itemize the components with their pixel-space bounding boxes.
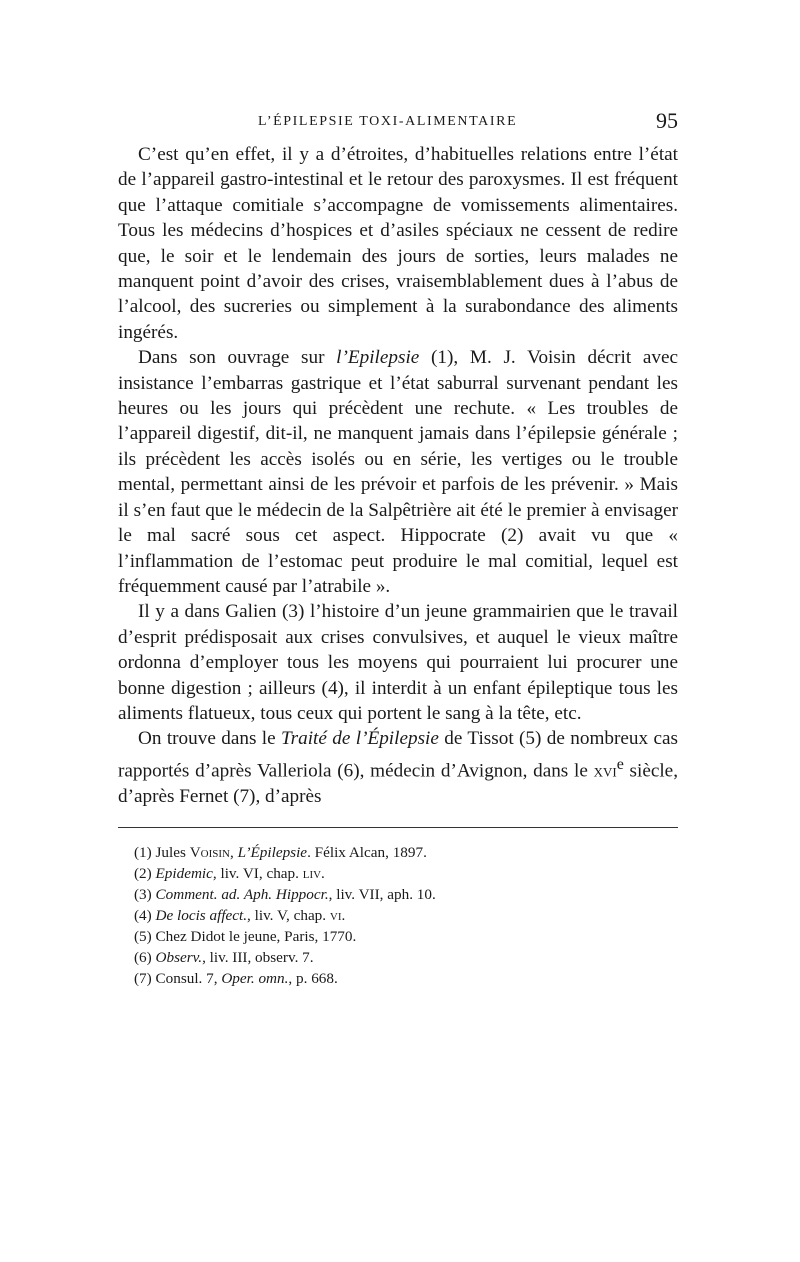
book-page [118,108,678,989]
running-head [118,108,678,142]
footnote-title: L’Épilepsie [237,843,308,861]
italic-title: l’Epilepsie [336,347,420,369]
roman-numeral: liv [302,864,322,882]
roman-numeral: vi [329,906,342,924]
text-run: (1), M. J. Voisin décrit avec insistance l’embarras gastrique et l’état saburral survenant pendant les heures ou les jours qui précèdent une rechute. « Les troubles de l’appareil digestif, dit-il, ne manquent jamais dans l’épilepsie générale ; ils précèdent les accès isolés ou en série, les vertiges ou le trouble mental, permettant ainsi de les prévoir et parfois de les prévenir. » Mais il s’en faut que le médecin de la Salpêtrière ait été le premier à envisager le mal sacré sous cet aspect. Hippocrate (2) avait vu que « l’inflammation de l’estomac peut produire le mal comitial, lequel est fréquemment causé par l’atrabile ». [118,347,678,597]
paragraph: C’est qu’en effet, il y a d’étroites, d’habituelles relations entre l’état de l’appareil gastro-intestinal et le retour des paroxysmes. Il est fréquent que l’attaque comitiale s’accompagne de vomissements alimentaires. Tous les médecins d’hospices et d’asiles spéciaux ne cessent de redire que, le soir et le lendemain des jours de sorties, leurs malades ne manquent point d’avoir des crises, vraisemblablement dues à l’abus de l’alcool, des sucreries ou simplement à la surabondance des aliments ingérés. [118,144,678,343]
footnote-title: Comment. ad. Aph. Hippocr. [155,885,329,903]
paragraph [118,345,678,599]
footnote-title: Epidemic [155,864,213,882]
footnote-text: Consul. 7, [155,969,222,987]
body-text [118,142,678,809]
footnote-text: , p. 668. [288,969,338,987]
footnote [134,863,678,884]
paragraph [118,726,678,809]
superscript: e [616,755,624,773]
footnote-text: , liv. VI, chap. [212,864,303,882]
footnote-text: Jules [155,843,190,861]
footnote-title: Observ. [155,948,203,966]
footnote-text: Chez Didot le jeune, Paris, 1770. [155,927,357,945]
text-run: Dans son ouvrage sur [138,347,337,369]
footnote-text: . [341,906,346,924]
footnote-number: (1) [134,843,152,861]
footnote [134,884,678,905]
footnote-text: , [230,843,238,861]
footnote [134,905,678,926]
footnote-title: Oper. omn. [221,969,289,987]
footnote-number: (4) [134,906,152,924]
running-head-title: L’ÉPILEPSIE TOXI-ALIMENTAIRE [258,114,518,129]
footnote-number: (2) [134,864,152,882]
text-run: de Tissot (5) de nombreux cas rapportés d’après Valleriola (6), médecin d’Avignon, dans le [118,728,678,782]
italic-title: Traité de l’Épilepsie [281,728,439,750]
footnote-text: , liv. V, chap. [247,906,330,924]
footnote-text: . [321,864,325,882]
footnote [134,842,678,863]
footnote-text: , liv. III, observ. 7. [202,948,314,966]
footnote-number: (3) [134,885,152,903]
footnote [134,947,678,968]
text-run: siècle, d’après Fernet (7), d’après [118,760,678,807]
footnotes [118,842,678,989]
footnote-number: (6) [134,948,152,966]
footnote-number: (5) [134,927,152,945]
page-number: 95 [656,108,678,133]
footnote-number: (7) [134,969,152,987]
text-run: On trouve dans le [138,728,282,750]
footnote-title: De locis affect. [155,906,248,924]
footnote-text: , liv. VII, aph. 10. [328,885,436,903]
footnote-text: . Félix Alcan, 1897. [307,843,427,861]
footnote [134,968,678,989]
paragraph: Il y a dans Galien (3) l’histoire d’un jeune grammairien que le travail d’esprit prédisposait aux crises convulsives, et auquel le vieux maître ordonna d’employer tous les moyens qui pourraient lui procurer une bonne digestion ; ailleurs (4), il interdit à un enfant épileptique tous les aliments flatueux, tous ceux qui portent le sang à la tête, etc. [118,601,678,724]
footnote-rule [118,827,678,828]
century-numeral: xvi [593,760,617,782]
footnote [134,926,678,947]
author-name: Voisin [189,843,230,861]
